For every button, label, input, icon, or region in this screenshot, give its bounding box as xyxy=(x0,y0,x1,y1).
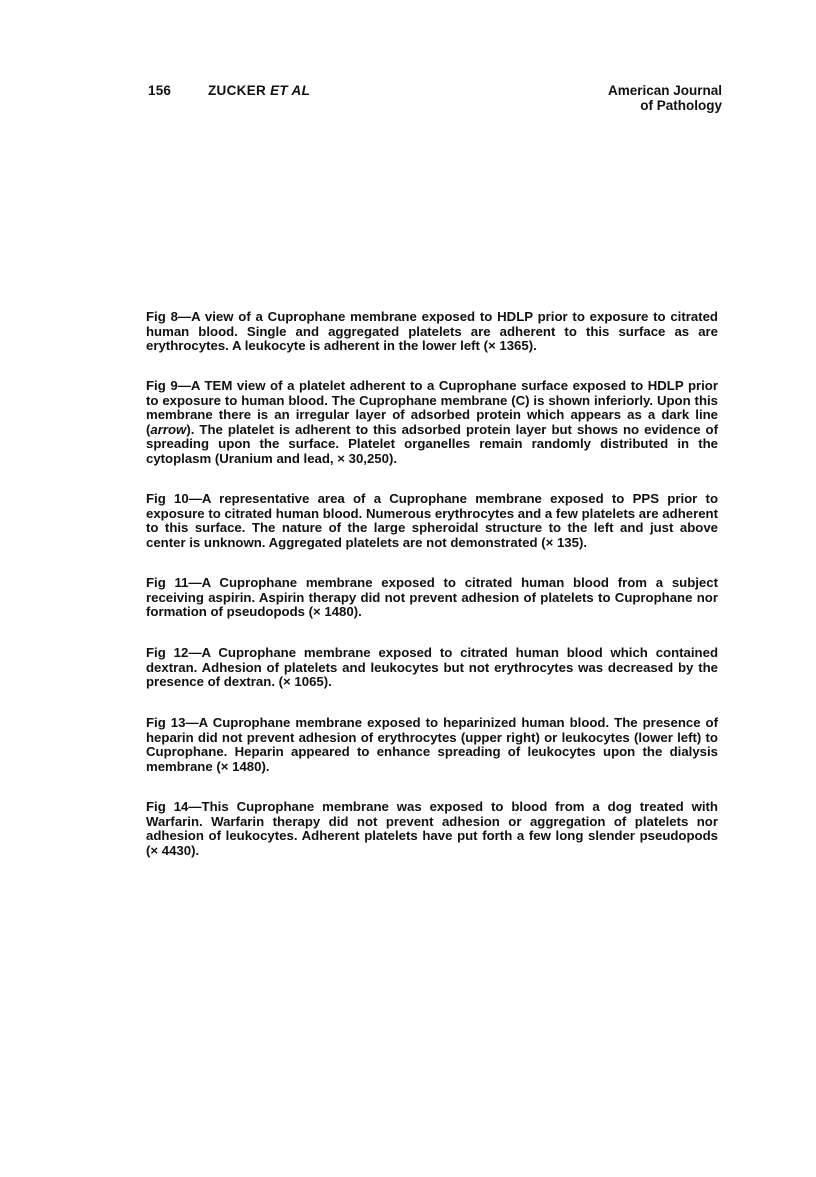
caption-fig-11 xyxy=(146,576,718,620)
caption-text: A Cuprophane membrane exposed to heparinized human blood. The presence of heparin did not prevent adhesion of erythrocytes (upper right) or leukocytes (lower left) to Cuprophane. Heparin appeared to enhance spreading of leukocytes upon the dialysis membrane (× 1480). xyxy=(146,715,719,774)
journal-name xyxy=(608,83,722,113)
caption-label: Fig 12 xyxy=(146,645,189,660)
caption-fig-12 xyxy=(146,646,718,690)
journal-name-line-1: American Journal xyxy=(607,83,722,98)
caption-fig-14 xyxy=(146,800,718,858)
caption-text: A Cuprophane membrane exposed to citrated human blood which contained dextran. Adhesion of platelets and leukocytes but not erythrocytes was decreased by the presence of dextran. (× 1065). xyxy=(146,645,718,690)
caption-italic-term: arrow xyxy=(150,421,187,437)
caption-text-continued: ). The platelet is adherent to this adsorbed protein layer but shows no evidence of spreading upon the surface. Platelet organelles remain randomly distributed in the cytoplasm (Uranium and lead, × 30,250). xyxy=(146,421,718,466)
caption-label: Fig 11 xyxy=(146,575,189,590)
caption-text: A view of a Cuprophane membrane exposed to HDLP prior to exposure to citrated human blood. Single and aggregated platelets are adherent to this surface as are erythrocytes. A leukocyte is adherent in the lower left (× 1365). xyxy=(146,309,718,354)
caption-dash: — xyxy=(188,799,202,814)
caption-dash: — xyxy=(177,378,191,393)
running-head-authors: ZUCKER xyxy=(208,83,267,98)
caption-text: A Cuprophane membrane exposed to citrated human blood from a subject receiving aspirin. Aspirin therapy did not prevent adhesion of platelets to Cuprophane nor formation of pseudopods (× 1480). xyxy=(146,575,718,620)
page-number: 156 xyxy=(148,83,172,98)
caption-dash: — xyxy=(188,491,202,506)
caption-fig-9 xyxy=(146,379,718,467)
running-head xyxy=(208,83,310,98)
journal-name-line-2: of Pathology xyxy=(640,98,722,113)
caption-dash: — xyxy=(185,715,199,730)
caption-fig-13 xyxy=(146,716,718,774)
running-head-etal: ET AL xyxy=(270,83,311,98)
caption-label: Fig 9 xyxy=(146,378,178,393)
caption-label: Fig 8 xyxy=(146,309,178,324)
caption-dash: — xyxy=(177,309,192,324)
caption-fig-8 xyxy=(146,310,718,354)
caption-text: A TEM view of a platelet adherent to a Cuprophane surface exposed to HDLP prior to exposure to human blood. The Cuprophane membrane (C) is shown inferiorly. Upon this membrane there is an irregular layer of adsorbed protein which appears as a dark line ( xyxy=(146,378,718,437)
caption-label: Fig 10 xyxy=(146,491,189,506)
caption-text: A representative area of a Cuprophane membrane exposed to PPS prior to exposure to citrated human blood. Numerous erythrocytes and a few platelets are adherent to this surface. The nature of the large spheroidal structure to the left and just above center is unknown. Aggregated platelets are not demonstrated (× 135). xyxy=(146,491,719,550)
caption-dash: — xyxy=(188,645,202,660)
caption-dash: — xyxy=(188,575,202,590)
caption-label: Fig 13 xyxy=(146,715,186,730)
caption-text: This Cuprophane membrane was exposed to blood from a dog treated with Warfarin. Warfarin therapy did not prevent adhesion or aggregation of platelets nor adhesion of leukocytes. Adherent platelets have put forth a few long slender pseudopods (× 4430). xyxy=(146,799,718,858)
caption-label: Fig 14 xyxy=(146,799,189,814)
running-header xyxy=(148,83,722,117)
caption-fig-10 xyxy=(146,492,718,550)
